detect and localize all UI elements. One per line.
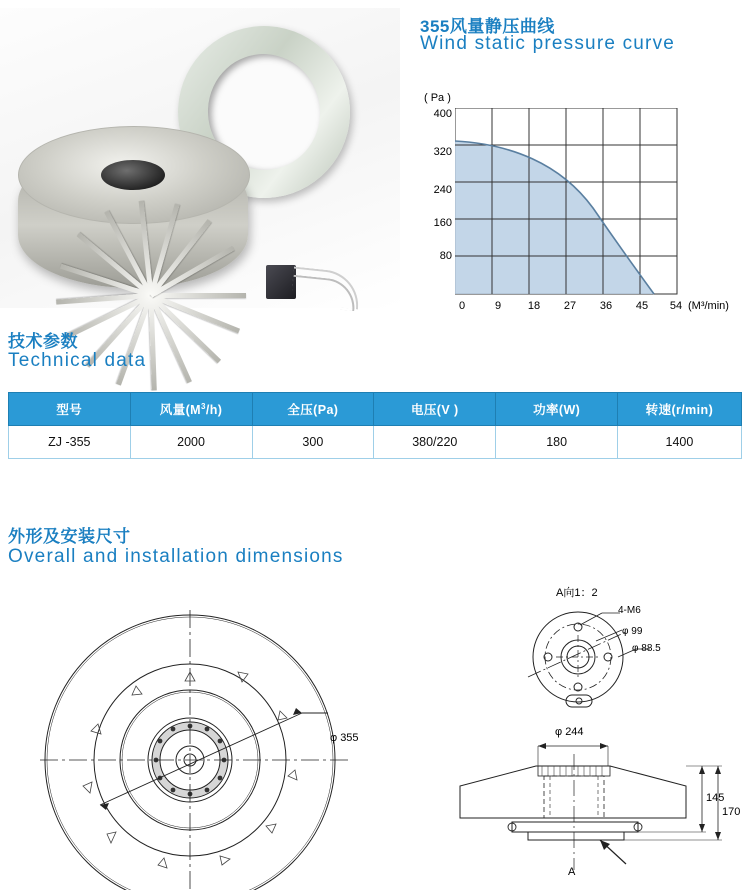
side-view-height-170: 170 bbox=[722, 806, 741, 818]
chart-ytick-320: 320 bbox=[433, 146, 452, 158]
detail-a-drawing bbox=[510, 605, 660, 715]
chart-y-unit: ( Pa ) bbox=[424, 92, 451, 104]
product-photo bbox=[0, 8, 400, 308]
side-view-height-145: 145 bbox=[706, 792, 725, 804]
chart-xtick-45: 45 bbox=[635, 300, 649, 312]
cell-airflow: 2000 bbox=[130, 426, 252, 459]
chart-xtick-0: 0 bbox=[458, 300, 466, 312]
chart-ytick-400: 400 bbox=[433, 108, 452, 120]
chart-x-unit: (M³/min) bbox=[688, 300, 729, 312]
table-row bbox=[9, 426, 742, 459]
technical-heading-cn: 技术参数 bbox=[8, 332, 78, 351]
side-view-diameter-label: φ 244 bbox=[555, 726, 584, 738]
chart-ytick-80: 80 bbox=[439, 250, 452, 262]
chart-ytick-160: 160 bbox=[433, 217, 452, 229]
pressure-curve-chart bbox=[455, 108, 685, 298]
detail-label-phi885: φ 88.5 bbox=[632, 643, 661, 654]
chart-xtick-18: 18 bbox=[527, 300, 541, 312]
detail-label-4m6: 4-M6 bbox=[618, 605, 641, 616]
cell-pressure: 300 bbox=[252, 426, 374, 459]
dimension-drawings bbox=[0, 580, 750, 893]
chart-xtick-36: 36 bbox=[599, 300, 613, 312]
cell-voltage: 380/220 bbox=[374, 426, 496, 459]
detail-label-phi99: φ 99 bbox=[622, 626, 643, 637]
dimensions-heading-en: Overall and installation dimensions bbox=[8, 546, 344, 567]
cell-speed: 1400 bbox=[617, 426, 741, 459]
chart-xtick-54: 54 bbox=[669, 300, 683, 312]
front-view-drawing bbox=[40, 600, 440, 890]
col-airflow: 风量$(M^3/h)$ bbox=[130, 393, 252, 426]
detail-view-title: A向1：2 bbox=[556, 587, 598, 599]
side-view-section-label: A bbox=[568, 866, 576, 878]
col-pressure: 全压(Pa) bbox=[252, 393, 374, 426]
col-voltage: 电压(V ) bbox=[374, 393, 496, 426]
col-power: 功率(W) bbox=[496, 393, 617, 426]
dimensions-heading-cn: 外形及安装尺寸 bbox=[8, 527, 131, 546]
chart-title-en: Wind static pressure curve bbox=[420, 33, 676, 54]
chart-title-cn: 355风量静压曲线 bbox=[420, 17, 555, 36]
cell-power: 180 bbox=[496, 426, 617, 459]
chart-ytick-240: 240 bbox=[433, 184, 452, 196]
table-header-row bbox=[9, 393, 742, 426]
impeller-hub bbox=[101, 160, 165, 190]
col-speed: 转速(r/min) bbox=[617, 393, 741, 426]
chart-xtick-9: 9 bbox=[494, 300, 502, 312]
front-view-diameter-label: φ 355 bbox=[330, 732, 359, 744]
col-model: 型号 bbox=[9, 393, 131, 426]
chart-xtick-27: 27 bbox=[563, 300, 577, 312]
side-view-drawing bbox=[440, 740, 740, 885]
cell-model: ZJ -355 bbox=[9, 426, 131, 459]
technical-heading-en: Technical data bbox=[8, 350, 147, 371]
technical-data-table bbox=[8, 392, 742, 459]
